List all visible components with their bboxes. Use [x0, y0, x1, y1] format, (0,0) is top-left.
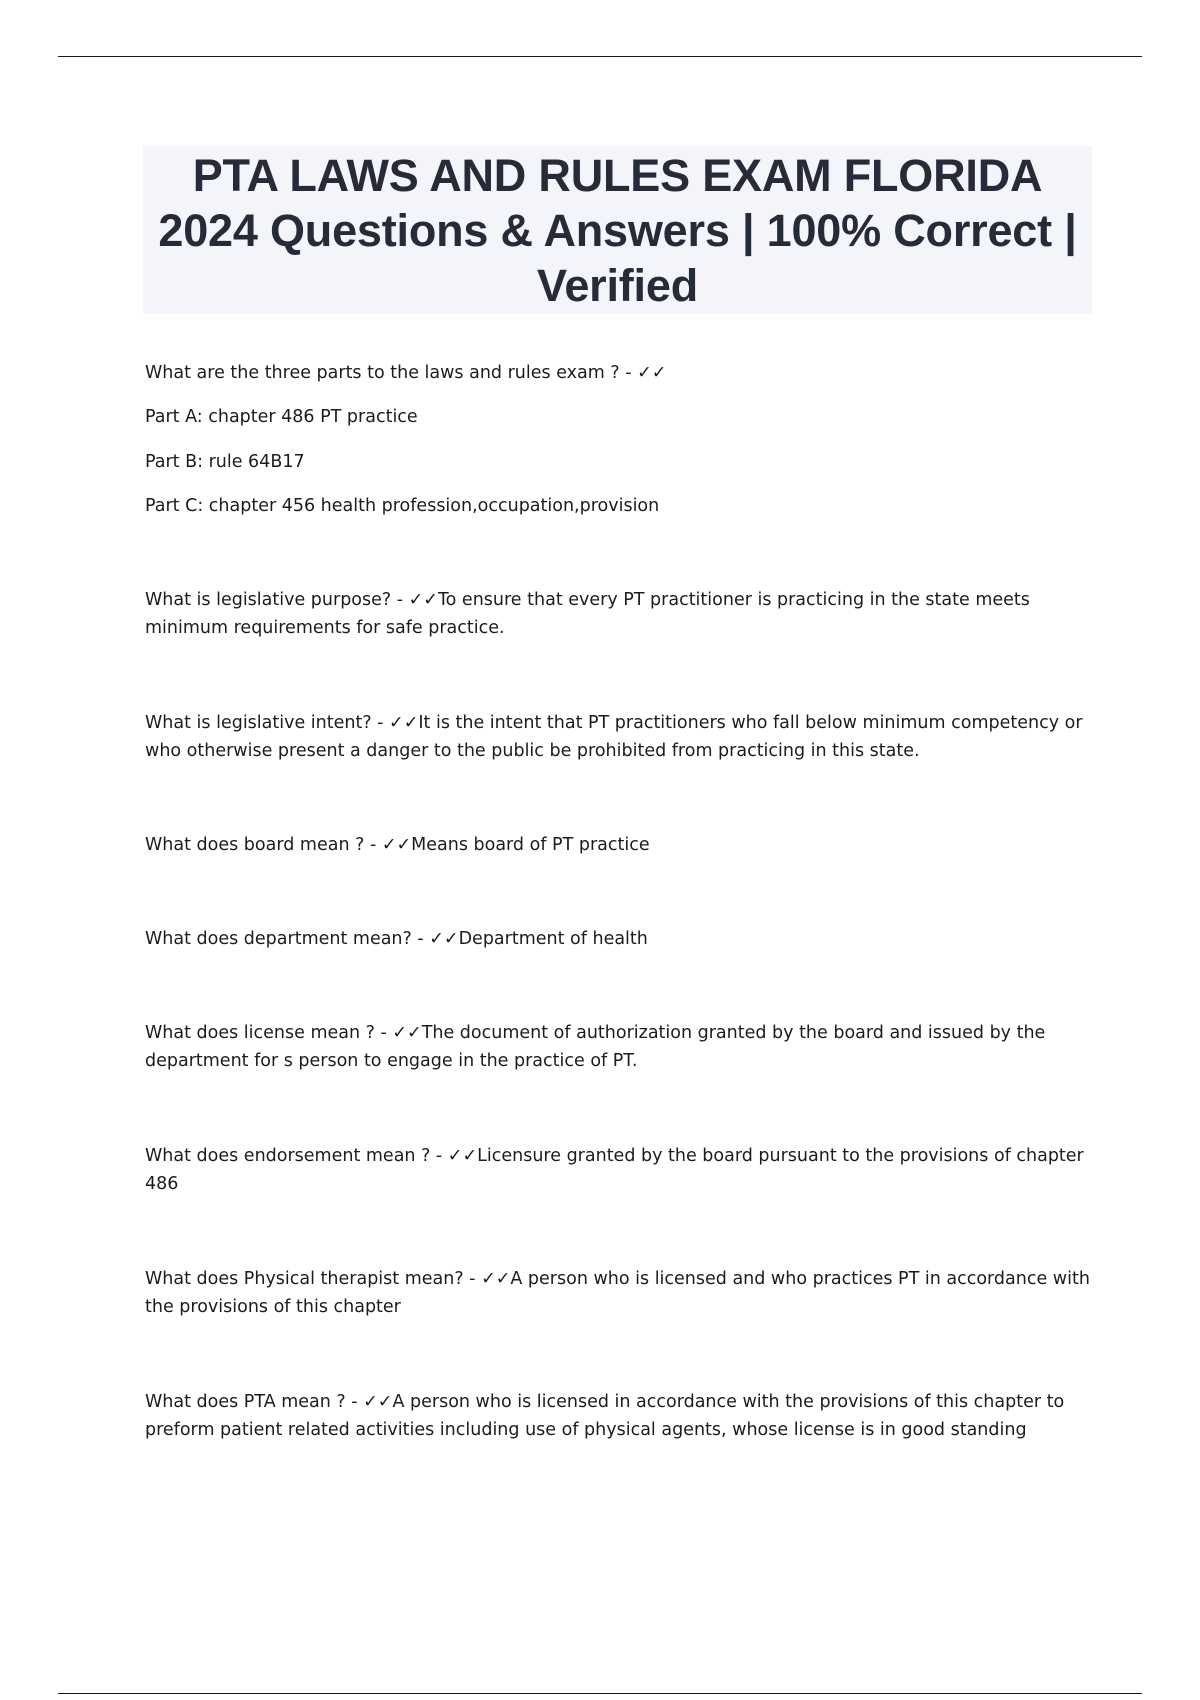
intro-question: What are the three parts to the laws and rules exam ? - ✓✓	[145, 363, 667, 383]
top-rule	[58, 56, 1142, 57]
title-banner	[143, 146, 1092, 314]
bottom-rule	[58, 1693, 1142, 1694]
qa-item-department: What does department mean? - ✓✓Department of health	[145, 929, 648, 949]
page-title: PTA LAWS AND RULES EXAM FLORIDA 2024 Questions & Answers | 100% Correct | Verified	[158, 149, 1077, 311]
qa-item-physical-therapist: What does Physical therapist mean? - ✓✓A person who is licensed and who practices PT in accordance with the provisions of this chapter	[145, 1269, 1090, 1317]
qa-item-pta: What does PTA mean ? - ✓✓A person who is licensed in accordance with the provisions of this chapter to preform patient related activities including use of physical agents, whose license is in good standing	[145, 1392, 1065, 1440]
qa-item-endorsement: What does endorsement mean ? - ✓✓Licensure granted by the board pursuant to the provisions of chapter 486	[145, 1146, 1084, 1194]
intro-part-c: Part C: chapter 456 health profession,occupation,provision	[145, 496, 660, 516]
intro-part-b: Part B: rule 64B17	[145, 452, 305, 472]
qa-item-legislative-intent: What is legislative intent? - ✓✓It is the intent that PT practitioners who fall below minimum competency or who otherwise present a danger to the public be prohibited from practicing in this state.	[145, 713, 1083, 761]
qa-item-license: What does license mean ? - ✓✓The document of authorization granted by the board and issued by the department for s person to engage in the practice of PT.	[145, 1023, 1046, 1071]
intro-part-a: Part A: chapter 486 PT practice	[145, 407, 418, 427]
qa-item-board: What does board mean ? - ✓✓Means board of PT practice	[145, 835, 650, 855]
qa-item-legislative-purpose: What is legislative purpose? - ✓✓To ensure that every PT practitioner is practicing in the state meets minimum requirements for safe practice.	[145, 590, 1030, 638]
